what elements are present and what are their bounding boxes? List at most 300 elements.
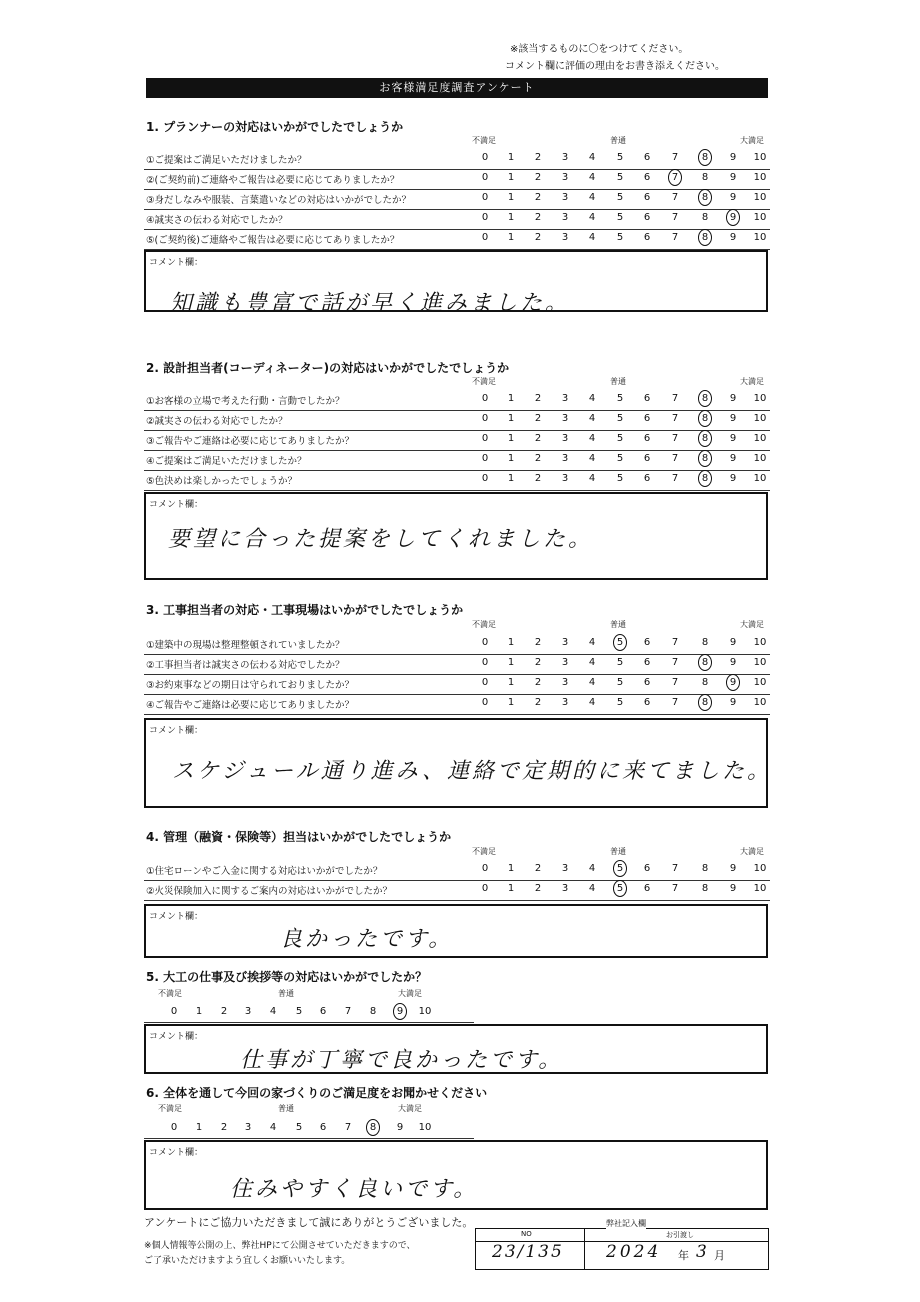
question-text: ②(ご契約前)ご連絡やご報告は必要に応じてありましたか？: [146, 175, 400, 186]
scale-low-label: 不満足: [472, 620, 496, 629]
question-row: [144, 694, 770, 715]
scale-number: 1: [507, 172, 515, 183]
scale-number: 10: [418, 1006, 432, 1017]
scale-low-label: 不満足: [472, 377, 496, 386]
instruction-note-2: コメント欄に評価の理由をお書き添えください。: [505, 61, 725, 72]
scale-number: 10: [753, 677, 767, 688]
privacy-note-1: ※個人情報等公開の上、弊社HPにて公開させていただきますので、: [144, 1241, 416, 1251]
instruction-note-1: ※該当するものに〇をつけてください。: [510, 44, 689, 55]
scale-number: 2: [534, 393, 542, 404]
scale-number: 3: [561, 192, 569, 203]
privacy-note-2: ご了承いただけますよう宜しくお願いいたします。: [144, 1256, 351, 1266]
selected-circle: [366, 1119, 380, 1136]
question-row: [144, 450, 770, 471]
selected-circle: [668, 169, 682, 186]
scale-number: 3: [244, 1122, 252, 1133]
scale-number: 0: [481, 697, 489, 708]
scale-mid-label: 普通: [278, 1104, 294, 1113]
scale-number: 3: [561, 232, 569, 243]
scale-number: 0: [481, 637, 489, 648]
scale-number: 6: [643, 637, 651, 648]
selected-circle: [726, 674, 740, 691]
scale-number: 1: [507, 473, 515, 484]
scale-number: 10: [753, 637, 767, 648]
scale-number: 6: [643, 433, 651, 444]
scale-number: 10: [753, 697, 767, 708]
section-4-comment: 良かったです。: [280, 927, 454, 952]
scale-high-label: 大満足: [740, 847, 764, 856]
scale-mid-label: 普通: [278, 989, 294, 998]
scale-number: 4: [588, 172, 596, 183]
scale-number: 0: [481, 433, 489, 444]
scale-number: 3: [561, 473, 569, 484]
scale-number: 7: [671, 657, 679, 668]
scale-number: 4: [588, 677, 596, 688]
scale-number: 8: [701, 637, 709, 648]
scale-number: 5: [295, 1122, 303, 1133]
scale-number: 9: [729, 433, 737, 444]
scale-number: 3: [561, 433, 569, 444]
year-value: 2024: [606, 1242, 662, 1262]
scale-low-label: 不満足: [158, 1104, 182, 1113]
scale-number: 1: [507, 192, 515, 203]
scale-number: 9: [396, 1122, 404, 1133]
scale-number: 8: [701, 453, 709, 464]
scale-number: 0: [481, 657, 489, 668]
scale-number: 2: [534, 152, 542, 163]
survey-banner: お客様満足度調査アンケート: [146, 78, 768, 98]
scale-number: 2: [534, 863, 542, 874]
selected-circle: [698, 430, 712, 447]
scale-number: 6: [643, 152, 651, 163]
scale-number: 3: [561, 413, 569, 424]
question-row: [144, 654, 770, 675]
selected-circle: [393, 1003, 407, 1020]
scale-number: 7: [671, 152, 679, 163]
selected-circle: [698, 470, 712, 487]
scale-number: 0: [481, 863, 489, 874]
scale-number: 2: [534, 697, 542, 708]
scale-number: 8: [701, 192, 709, 203]
scale-number: 10: [753, 413, 767, 424]
scale-number: 3: [561, 453, 569, 464]
scale-number: 5: [616, 433, 624, 444]
scale-number: 6: [643, 473, 651, 484]
thanks-text: アンケートにご協力いただきまして誠にありがとうございました。: [144, 1216, 474, 1229]
selected-circle: [698, 410, 712, 427]
scale-number: 9: [729, 453, 737, 464]
month-unit: 月: [714, 1249, 725, 1262]
scale-number: 10: [753, 883, 767, 894]
office-use-box: [475, 1219, 769, 1270]
scale-number: 6: [319, 1122, 327, 1133]
question-text: ④ご報告やご連絡は必要に応じてありましたか？: [146, 700, 355, 711]
scale-number: 8: [701, 152, 709, 163]
scale-number: 5: [616, 232, 624, 243]
scale-number: 0: [481, 212, 489, 223]
scale-low-label: 不満足: [158, 989, 182, 998]
scale-high-label: 大満足: [398, 1104, 422, 1113]
scale-number: 2: [534, 192, 542, 203]
question-text: ③ご報告やご連絡は必要に応じてありましたか？: [146, 436, 355, 447]
section5-comment: 仕事が丁寧で良かったです。: [240, 1048, 564, 1073]
scale-number: 0: [481, 677, 489, 688]
scale-number: 7: [344, 1122, 352, 1133]
scale-number: 5: [295, 1006, 303, 1017]
scale-number: 7: [671, 883, 679, 894]
scale-number: 5: [616, 413, 624, 424]
scale-number: 1: [507, 453, 515, 464]
scale-number: 9: [729, 232, 737, 243]
question-text: ②火災保険加入に関するご案内の対応はいかがでしたか？: [146, 886, 393, 897]
question-row: [144, 430, 770, 451]
scale-number: 0: [481, 192, 489, 203]
scale-number: 6: [643, 697, 651, 708]
scale-number: 4: [588, 883, 596, 894]
scale-number: 4: [588, 637, 596, 648]
scale-number: 7: [671, 433, 679, 444]
selected-circle: [613, 860, 627, 877]
scale-number: 2: [534, 212, 542, 223]
question-text: ③お約束事などの期日は守られておりましたか？: [146, 680, 355, 691]
scale-number: 0: [481, 883, 489, 894]
office-use-header: 弊社記入欄: [606, 1219, 646, 1228]
scale-high-label: 大満足: [740, 136, 764, 145]
scale-number: 10: [418, 1122, 432, 1133]
selected-circle: [698, 450, 712, 467]
date-label: お引渡し: [666, 1231, 694, 1239]
scale-number: 5: [616, 172, 624, 183]
scale-number: 4: [269, 1122, 277, 1133]
scale-number: 3: [244, 1006, 252, 1017]
scale-number: 10: [753, 192, 767, 203]
scale-number: 10: [753, 393, 767, 404]
scale-number: 4: [588, 657, 596, 668]
scale-number: 4: [588, 697, 596, 708]
scale-number: 8: [701, 883, 709, 894]
scale-number: 10: [753, 152, 767, 163]
scale-number: 7: [344, 1006, 352, 1017]
scale-mid-label: 普通: [610, 377, 626, 386]
no-value: 23/135: [492, 1242, 564, 1262]
selected-circle: [698, 390, 712, 407]
scale-number: 10: [753, 232, 767, 243]
scale-number: 1: [507, 212, 515, 223]
scale-number: 9: [729, 883, 737, 894]
scale-number: 4: [588, 413, 596, 424]
scale-number: 2: [220, 1006, 228, 1017]
scale-number: 9: [729, 172, 737, 183]
scale-number: 4: [269, 1006, 277, 1017]
month-value: 3: [696, 1242, 710, 1262]
selected-circle: [698, 149, 712, 166]
scale-number: 4: [588, 433, 596, 444]
scale-number: 10: [753, 863, 767, 874]
scale-number: 6: [643, 192, 651, 203]
scale-high-label: 大満足: [740, 377, 764, 386]
scale-number: 5: [616, 637, 624, 648]
scale-number: 4: [588, 192, 596, 203]
selected-circle: [613, 634, 627, 651]
scale-number: 9: [729, 212, 737, 223]
scale-low-label: 不満足: [472, 847, 496, 856]
scale-number: 1: [507, 152, 515, 163]
scale-number: 5: [616, 152, 624, 163]
scale-number: 6: [643, 657, 651, 668]
scale-number: 8: [701, 863, 709, 874]
scale-number: 2: [534, 413, 542, 424]
scale-number: 9: [729, 192, 737, 203]
question-row: [144, 674, 770, 695]
question-text: ④ご提案はご満足いただけましたか？: [146, 456, 307, 467]
question-row: [144, 149, 770, 170]
comment-label: コメント欄：: [149, 500, 204, 510]
scale-number: 7: [671, 172, 679, 183]
scale-number: 6: [643, 413, 651, 424]
rating-row: [144, 1004, 474, 1023]
question-text: ②工事担当者は誠実さの伝わる対応でしたか？: [146, 660, 345, 671]
scale-number: 8: [701, 657, 709, 668]
scale-number: 8: [701, 232, 709, 243]
scale-number: 6: [319, 1006, 327, 1017]
scale-number: 4: [588, 232, 596, 243]
scale-number: 5: [616, 863, 624, 874]
scale-number: 8: [701, 393, 709, 404]
scale-number: 2: [534, 172, 542, 183]
scale-number: 1: [195, 1122, 203, 1133]
scale-number: 1: [507, 657, 515, 668]
section6-title: 6. 全体を通して今回の家づくりのご満足度をお聞かせください: [146, 1086, 488, 1100]
section-4-comment-box: [144, 904, 768, 958]
scale-number: 8: [701, 677, 709, 688]
scale-number: 6: [643, 172, 651, 183]
scale-number: 0: [170, 1122, 178, 1133]
scale-number: 10: [753, 172, 767, 183]
scale-number: 2: [534, 883, 542, 894]
scale-number: 2: [534, 473, 542, 484]
scale-number: 0: [481, 172, 489, 183]
question-text: ④誠実さの伝わる対応でしたか？: [146, 215, 288, 226]
scale-number: 0: [481, 453, 489, 464]
scale-number: 10: [753, 433, 767, 444]
scale-number: 3: [561, 883, 569, 894]
scale-number: 7: [671, 413, 679, 424]
scale-number: 6: [643, 393, 651, 404]
scale-number: 10: [753, 212, 767, 223]
question-text: ①建築中の現場は整理整頓されていましたか？: [146, 640, 345, 651]
question-row: [144, 189, 770, 210]
selected-circle: [698, 189, 712, 206]
scale-number: 7: [671, 393, 679, 404]
scale-number: 0: [481, 152, 489, 163]
scale-number: 5: [616, 393, 624, 404]
question-row: [144, 229, 770, 250]
scale-number: 0: [481, 473, 489, 484]
scale-number: 2: [534, 232, 542, 243]
scale-number: 6: [643, 212, 651, 223]
scale-number: 6: [643, 677, 651, 688]
scale-number: 3: [561, 677, 569, 688]
scale-number: 9: [729, 473, 737, 484]
scale-number: 2: [534, 637, 542, 648]
question-row: [144, 634, 770, 655]
scale-number: 8: [701, 172, 709, 183]
scale-number: 5: [616, 192, 624, 203]
scale-number: 3: [561, 172, 569, 183]
scale-number: 5: [616, 657, 624, 668]
scale-number: 3: [561, 393, 569, 404]
scale-number: 1: [507, 883, 515, 894]
scale-number: 7: [671, 232, 679, 243]
scale-number: 9: [729, 393, 737, 404]
scale-number: 3: [561, 657, 569, 668]
scale-number: 8: [369, 1006, 377, 1017]
year-unit: 年: [678, 1249, 689, 1262]
question-row: [144, 410, 770, 431]
scale-number: 8: [701, 473, 709, 484]
scale-number: 6: [643, 883, 651, 894]
scale-number: 9: [729, 657, 737, 668]
question-row: [144, 880, 770, 901]
section-2-title: 2. 設計担当者(コーディネーター)の対応はいかがでしたでしょうか: [146, 361, 510, 375]
scale-number: 6: [643, 232, 651, 243]
scale-number: 5: [616, 212, 624, 223]
selected-circle: [726, 209, 740, 226]
scale-number: 9: [396, 1006, 404, 1017]
scale-number: 9: [729, 677, 737, 688]
scale-number: 1: [507, 637, 515, 648]
scale-number: 8: [701, 413, 709, 424]
question-text: ⑤(ご契約後)ご連絡やご報告は必要に応じてありましたか？: [146, 235, 400, 246]
scale-number: 0: [481, 393, 489, 404]
question-row: [144, 390, 770, 411]
scale-number: 8: [369, 1122, 377, 1133]
scale-number: 4: [588, 152, 596, 163]
section5-title: 5. 大工の仕事及び挨拶等の対応はいかがでしたか？: [146, 970, 428, 984]
scale-number: 2: [220, 1122, 228, 1133]
scale-number: 4: [588, 393, 596, 404]
scale-number: 7: [671, 677, 679, 688]
no-label: NO: [521, 1230, 532, 1238]
scale-number: 3: [561, 863, 569, 874]
scale-number: 1: [195, 1006, 203, 1017]
scale-number: 1: [507, 232, 515, 243]
section-1-comment: 知識も豊富で話が早く進みました。: [170, 291, 571, 316]
scale-high-label: 大満足: [740, 620, 764, 629]
scale-number: 4: [588, 212, 596, 223]
scale-number: 5: [616, 677, 624, 688]
scale-number: 2: [534, 433, 542, 444]
scale-number: 3: [561, 152, 569, 163]
scale-number: 7: [671, 863, 679, 874]
comment-label: コメント欄：: [149, 726, 204, 736]
scale-number: 5: [616, 473, 624, 484]
section-4-title: 4. 管理（融資・保険等）担当はいかがでしたでしょうか: [146, 830, 452, 844]
section-2-comment: 要望に合った提案をしてくれました。: [168, 527, 594, 552]
comment-label: コメント欄：: [149, 1148, 204, 1158]
question-text: ②誠実さの伝わる対応でしたか？: [146, 416, 288, 427]
scale-number: 5: [616, 697, 624, 708]
section-1-title: 1. プランナーの対応はいかがでしたでしょうか: [146, 120, 404, 134]
selected-circle: [698, 694, 712, 711]
scale-number: 1: [507, 413, 515, 424]
selected-circle: [698, 654, 712, 671]
section6-comment: 住みやすく良いです。: [230, 1177, 479, 1202]
scale-number: 6: [643, 453, 651, 464]
comment-label: コメント欄：: [149, 1032, 204, 1042]
scale-number: 8: [701, 697, 709, 708]
scale-number: 0: [481, 232, 489, 243]
scale-number: 0: [170, 1006, 178, 1017]
scale-number: 2: [534, 453, 542, 464]
scale-number: 10: [753, 657, 767, 668]
section-3-title: 3. 工事担当者の対応・工事現場はいかがでしたでしょうか: [146, 603, 464, 617]
scale-number: 9: [729, 413, 737, 424]
rating-row: [144, 1120, 474, 1139]
scale-number: 8: [701, 433, 709, 444]
scale-low-label: 不満足: [472, 136, 496, 145]
comment-label: コメント欄：: [149, 912, 204, 922]
scale-mid-label: 普通: [610, 136, 626, 145]
question-text: ⑤色決めは楽しかったでしょうか？: [146, 476, 298, 487]
scale-mid-label: 普通: [610, 620, 626, 629]
scale-number: 5: [616, 883, 624, 894]
scale-number: 0: [481, 413, 489, 424]
scale-number: 7: [671, 637, 679, 648]
scale-number: 1: [507, 697, 515, 708]
scale-number: 10: [753, 473, 767, 484]
scale-number: 3: [561, 212, 569, 223]
scale-number: 1: [507, 863, 515, 874]
scale-number: 10: [753, 453, 767, 464]
scale-number: 7: [671, 453, 679, 464]
scale-high-label: 大満足: [398, 989, 422, 998]
scale-number: 9: [729, 637, 737, 648]
section-3-comment: スケジュール通り進み、連絡で定期的に来てました。: [172, 759, 773, 784]
question-row: [144, 169, 770, 190]
scale-number: 4: [588, 453, 596, 464]
scale-number: 3: [561, 697, 569, 708]
scale-number: 4: [588, 473, 596, 484]
scale-number: 8: [701, 212, 709, 223]
question-text: ③身だしなみや服装、言葉遣いなどの対応はいかがでしたか？: [146, 195, 412, 206]
question-text: ①ご提案はご満足いただけましたか？: [146, 155, 307, 166]
scale-number: 9: [729, 863, 737, 874]
scale-number: 2: [534, 677, 542, 688]
comment-label: コメント欄：: [149, 258, 204, 268]
scale-number: 9: [729, 697, 737, 708]
question-row: [144, 860, 770, 881]
question-row: [144, 470, 770, 491]
question-row: [144, 209, 770, 230]
scale-number: 7: [671, 697, 679, 708]
selected-circle: [698, 229, 712, 246]
scale-mid-label: 普通: [610, 847, 626, 856]
scale-number: 1: [507, 393, 515, 404]
scale-number: 3: [561, 637, 569, 648]
question-text: ①お客様の立場で考えた行動・言動でしたか？: [146, 396, 345, 407]
scale-number: 7: [671, 192, 679, 203]
scale-number: 6: [643, 863, 651, 874]
question-text: ①住宅ローンやご入金に関する対応はいかがでしたか？: [146, 866, 383, 877]
scale-number: 7: [671, 212, 679, 223]
scale-number: 9: [729, 152, 737, 163]
selected-circle: [613, 880, 627, 897]
scale-number: 5: [616, 453, 624, 464]
scale-number: 4: [588, 863, 596, 874]
scale-number: 1: [507, 433, 515, 444]
scale-number: 2: [534, 657, 542, 668]
